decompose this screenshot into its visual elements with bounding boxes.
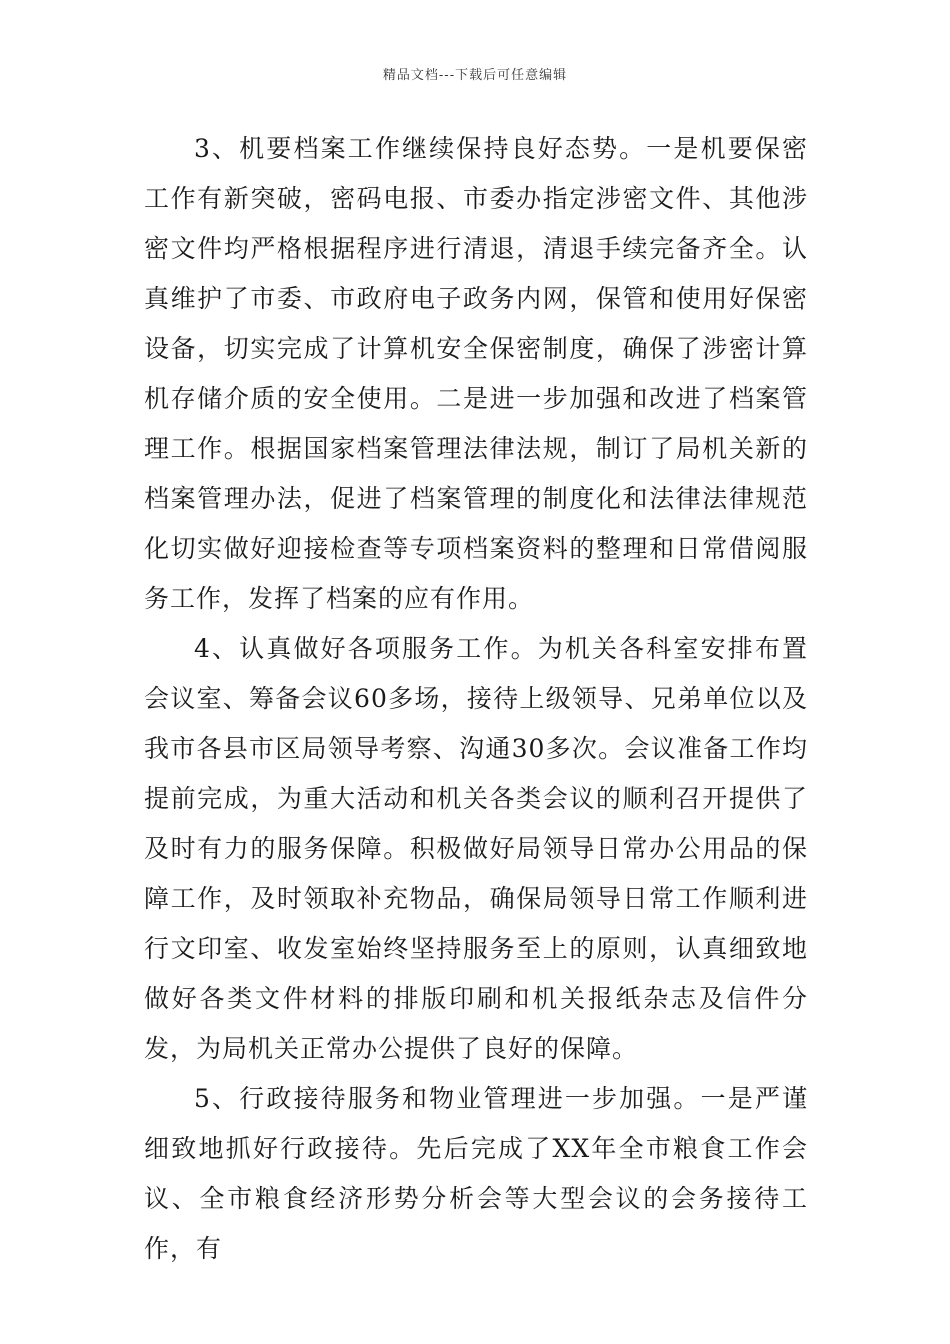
paragraph-4: 4、认真做好各项服务工作。为机关各科室安排布置会议室、筹备会议60多场，接待上级领导、兄弟单位以及我市各县市区局领导考察、沟通30多次。会议准备工作均提前完成，为重大活动和机关各类会议的顺利召开提供了及时有力的服务保障。积极做好局领导日常办公用品的保障工作，及时领取补充物品，确保局领导日常工作顺利进行文印室、收发室始终坚持服务至上的原则，认真细致地做好各类文件材料的排版印刷和机关报纸杂志及信件分发，为局机关正常办公提供了良好的保障。: [144, 634, 808, 1063]
paragraph-5: 5、行政接待服务和物业管理进一步加强。一是严谨细致地抓好行政接待。先后完成了XX年全市粮食工作会议、全市粮食经济形势分析会等大型会议的会务接待工作，有: [144, 1084, 808, 1263]
paragraph-3: 3、机要档案工作继续保持良好态势。一是机要保密工作有新突破，密码电报、市委办指定涉密文件、其他涉密文件均严格根据程序进行清退，清退手续完备齐全。认真维护了市委、市政府电子政务内网，保管和使用好保密设备，切实完成了计算机安全保密制度，确保了涉密计算机存储介质的安全使用。二是进一步加强和改进了档案管理工作。根据国家档案管理法律法规，制订了局机关新的档案管理办法，促进了档案管理的制度化和法律法律规范化切实做好迎接检查等专项档案资料的整理和日常借阅服务工作，发挥了档案的应有作用。: [144, 134, 808, 613]
document-body: [144, 124, 808, 1274]
document-header: 精品文档---下载后可任意编辑: [382, 68, 568, 83]
